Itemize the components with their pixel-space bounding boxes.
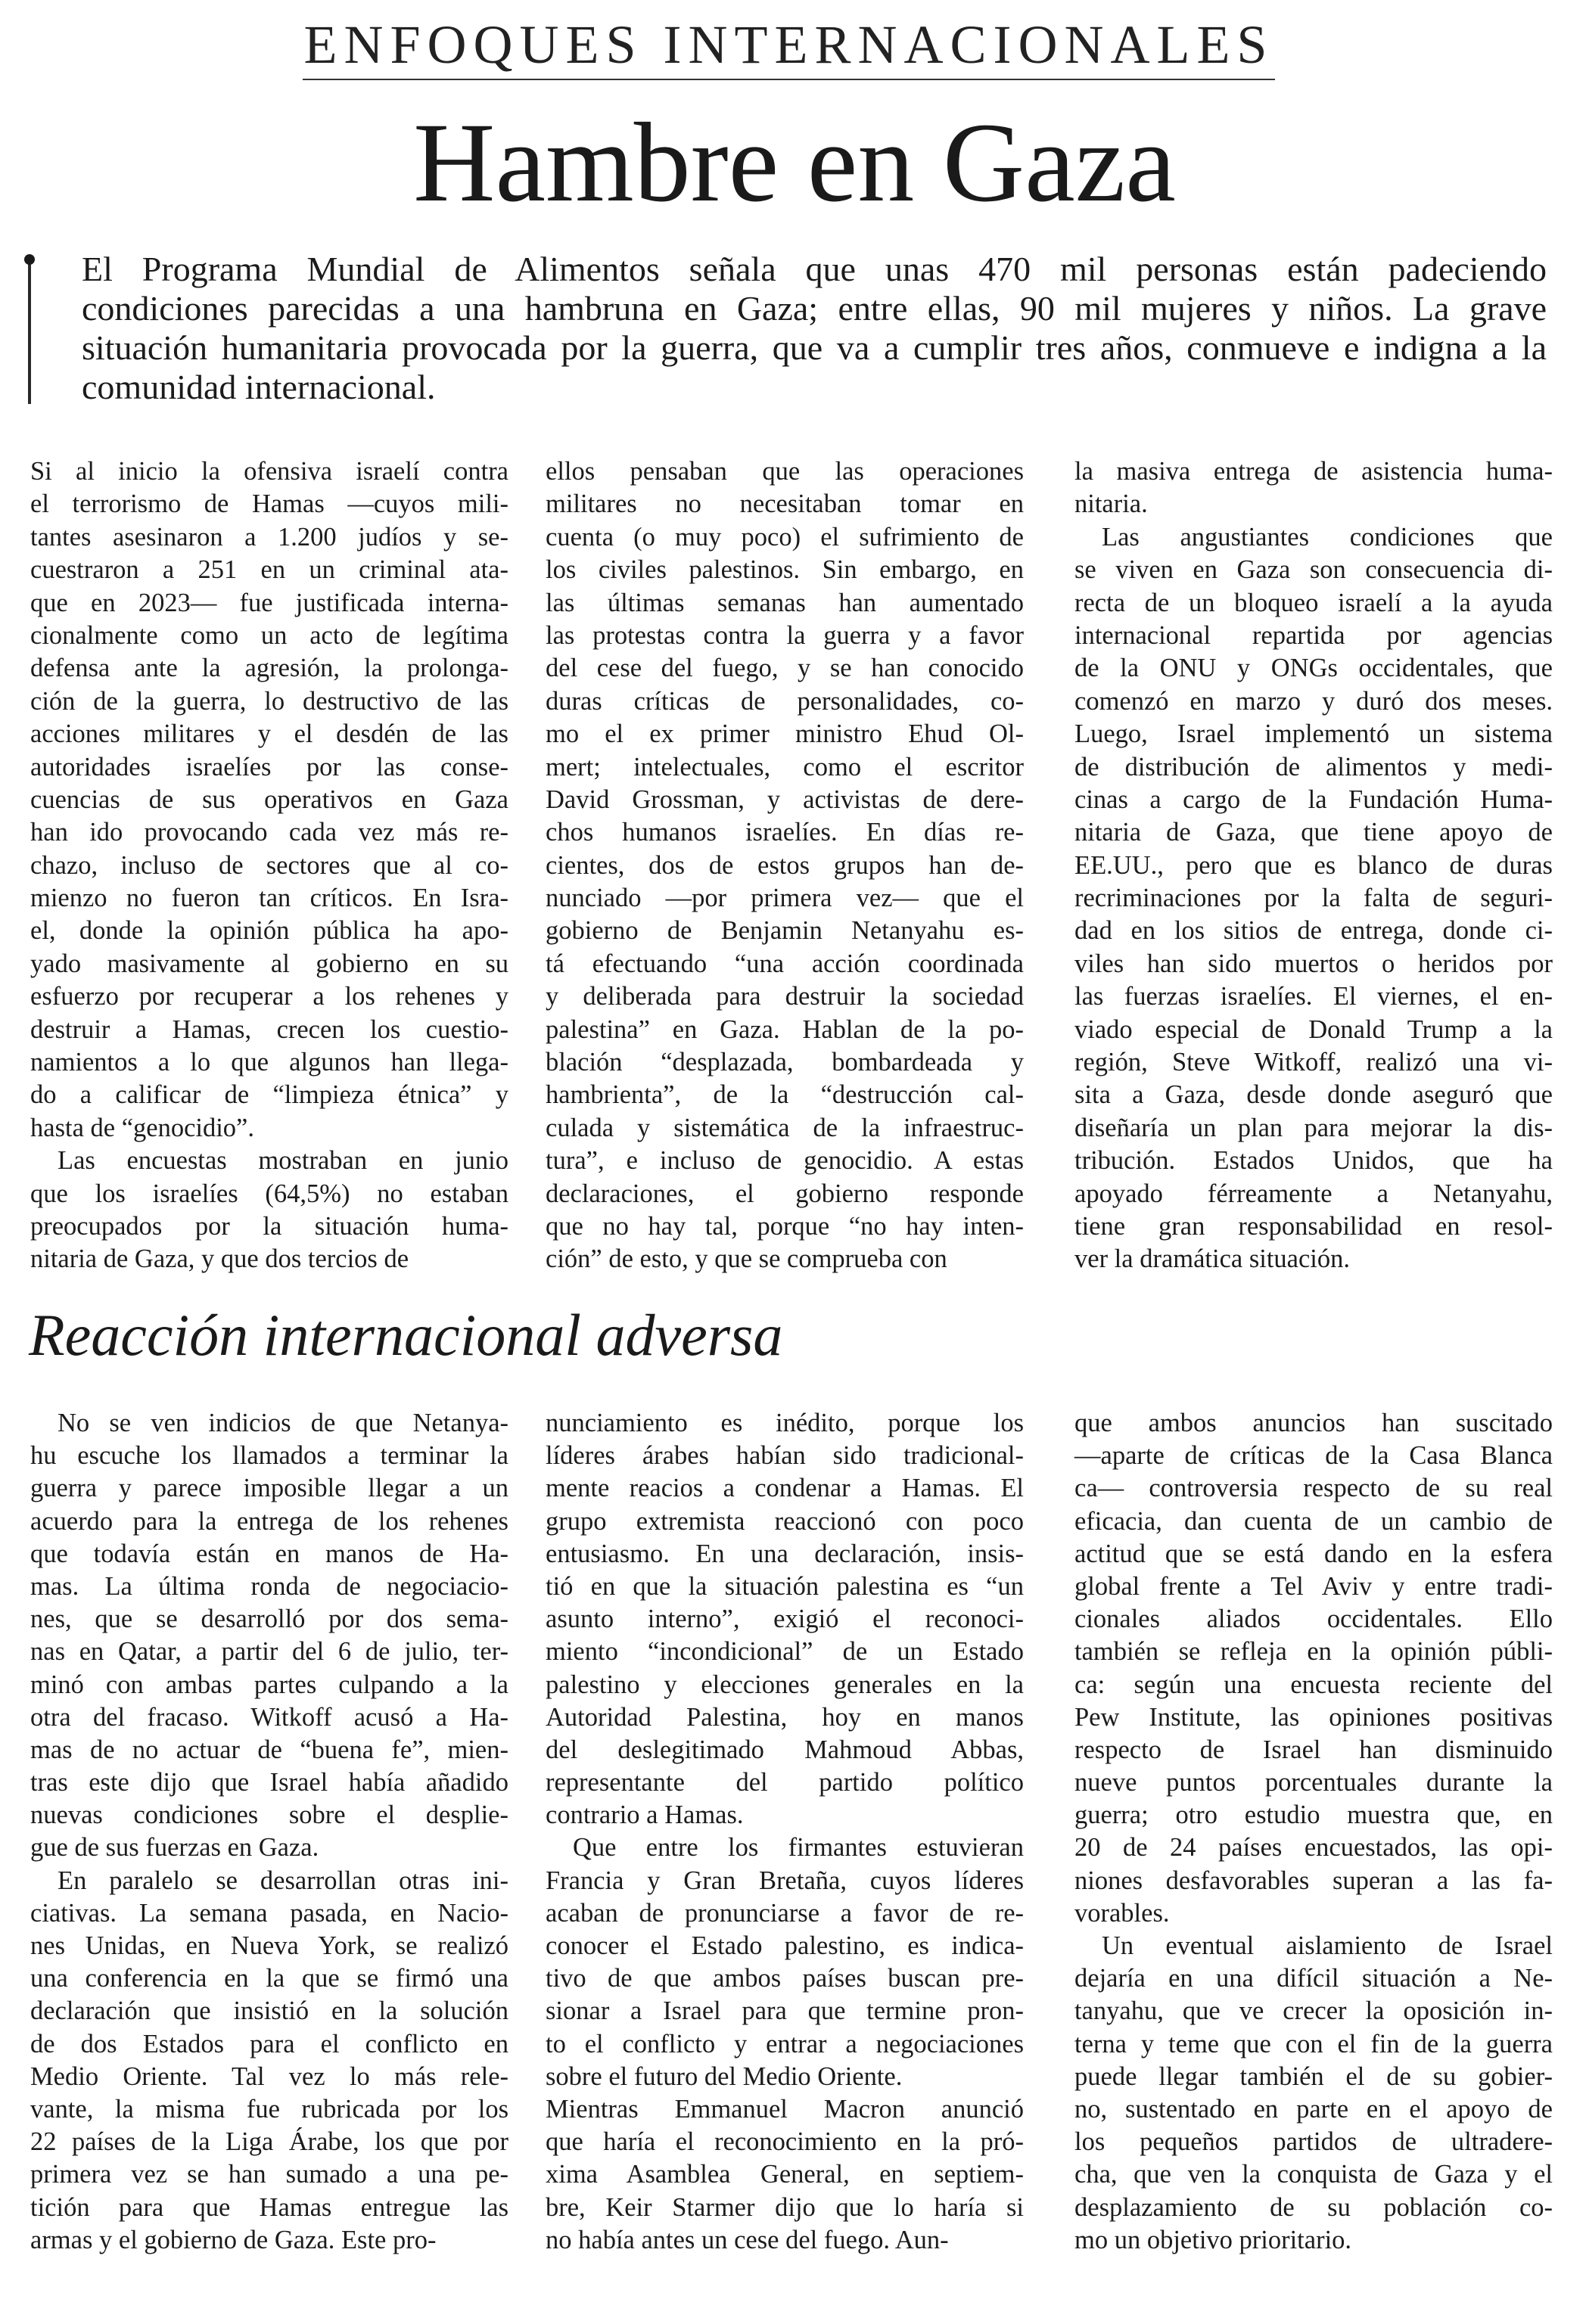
article-line: armas y el gobierno de Gaza. Este pro-	[30, 2225, 437, 2254]
article-line: gobierno de Benjamin Netanyahu es-	[546, 916, 1024, 946]
article-line: En paralelo se desarrollan otras ini-	[58, 1866, 508, 1895]
article-line: acaban de pronunciarse a favor de re-	[546, 1898, 1024, 1928]
article-line: tanyahu, que ve crecer la oposición in-	[1074, 1996, 1553, 2026]
article-line: ción” de esto, y que se comprueba con	[546, 1244, 947, 1274]
article-line: nes Unidas, en Nueva York, se realizó	[30, 1931, 508, 1960]
article-line: dejaría en una difícil situación a Ne-	[1074, 1964, 1553, 1993]
article-line: autoridades israelíes por las conse-	[30, 752, 508, 781]
article-column	[546, 1407, 1024, 2257]
article-line: de dos Estados para el conflicto en	[30, 2029, 508, 2058]
article-line: mert; intelectuales, como el escritor	[546, 752, 1024, 781]
section-rule	[303, 79, 1275, 80]
article-line: tantes asesinaron a 1.200 judíos y se-	[30, 522, 508, 551]
lede-marker-rule	[28, 256, 31, 404]
article-line: apoyado férreamente a Netanyahu,	[1074, 1179, 1553, 1208]
article-line: internacional repartida por agencias	[1074, 620, 1553, 650]
article-line: cionales aliados occidentales. Ello	[1074, 1605, 1553, 1634]
article-line: blación “desplazada, bombardeada y	[546, 1048, 1024, 1077]
article-line: nueve puntos porcentuales durante la	[1074, 1768, 1553, 1797]
article-line: actitud que se está dando en la esfera	[1074, 1539, 1553, 1568]
article-line: comenzó en marzo y duró dos meses.	[1074, 686, 1553, 716]
article-line: cha, que ven la conquista de Gaza y el	[1074, 2160, 1553, 2189]
article-line: nitaria.	[1074, 489, 1148, 519]
article-line: las protestas contra la guerra y a favor	[546, 620, 1024, 650]
article-line: cientes, dos de estos grupos han de-	[546, 850, 1024, 880]
article-line: cuestraron a 251 en un criminal ata-	[30, 555, 508, 585]
article-line: viado especial de Donald Trump a la	[1074, 1014, 1553, 1044]
article-line: grupo extremista reaccionó con poco	[546, 1506, 1024, 1536]
article-line: cuencias de sus operativos en Gaza	[30, 785, 508, 814]
lede-line: El Programa Mundial de Alimentos señala que unas 470 mil personas están padeciendo	[82, 250, 1547, 288]
article-line: que en 2023— fue justificada interna-	[30, 588, 508, 617]
article-line: Las encuestas mostraban en junio	[58, 1146, 508, 1176]
article-line: tivo de que ambos países buscan pre-	[546, 1964, 1024, 1993]
article-line: de la ONU y ONGs occidentales, que	[1074, 654, 1553, 683]
article-line: viles han sido muertos o heridos por	[1074, 949, 1553, 978]
article-line: palestina” en Gaza. Hablan de la po-	[546, 1014, 1024, 1044]
article-line: gue de sus fuerzas en Gaza.	[30, 1833, 319, 1863]
lede-line: comunidad internacional.	[82, 368, 436, 406]
lede-line: condiciones parecidas a una hambruna en Gaza; entre ellas, 90 mil mujeres y niños. La grave	[82, 289, 1547, 328]
article-line: nas en Qatar, a partir del 6 de julio, ter-	[30, 1637, 508, 1667]
article-line: los pequeños partidos de ultradere-	[1074, 2127, 1553, 2157]
article-line: ver la dramática situación.	[1074, 1244, 1351, 1274]
article-line: palestino y elecciones generales en la	[546, 1670, 1024, 1699]
article-line: el, donde la opinión pública ha apo-	[30, 916, 508, 946]
article-line: declaración que insistió en la solución	[30, 1996, 508, 2026]
article-line: Mientras Emmanuel Macron anunció	[546, 2094, 1024, 2124]
article-line: global frente a Tel Aviv y entre tradi-	[1074, 1571, 1553, 1601]
article-line: que los israelíes (64,5%) no estaban	[30, 1179, 508, 1208]
article-line: Las angustiantes condiciones que	[1102, 522, 1553, 551]
article-line: que haría el reconocimiento en la pró-	[546, 2127, 1024, 2157]
article-line: tiene gran responsabilidad en resol-	[1074, 1211, 1553, 1241]
article-line: mente reacios a condenar a Hamas. El	[546, 1474, 1024, 1503]
article-line: eficacia, dan cuenta de un cambio de	[1074, 1506, 1553, 1536]
article-line: sita a Gaza, desde donde aseguró que	[1074, 1080, 1553, 1110]
article-line: de distribución de alimentos y medi-	[1074, 752, 1553, 781]
article-line: mo el ex primer ministro Ehud Ol-	[546, 719, 1024, 749]
article-line: militares no necesitaban tomar en	[546, 489, 1024, 519]
article-line: representante del partido político	[546, 1768, 1024, 1797]
article-line: puede llegar también el de su gobier-	[1074, 2061, 1553, 2091]
article-line: acciones militares y el desdén de las	[30, 719, 508, 749]
article-line: el terrorismo de Hamas —cuyos mili-	[30, 489, 508, 519]
article-line: esfuerzo por recuperar a los rehenes y	[30, 982, 508, 1011]
article-line: 22 países de la Liga Árabe, los que por	[30, 2127, 508, 2157]
article-line: vante, la misma fue rubricada por los	[30, 2094, 508, 2124]
article-line: que no hay tal, porque “no hay inten-	[546, 1211, 1024, 1241]
article-line: declaraciones, el gobierno responde	[546, 1179, 1024, 1208]
article-line: mas de no actuar de “buena fe”, mien-	[30, 1735, 508, 1764]
article-line: las últimas semanas han aumentado	[546, 588, 1024, 617]
article-line: desplazamiento de su población co-	[1074, 2192, 1553, 2222]
article-line: ellos pensaban que las operaciones	[546, 457, 1024, 486]
article-line: hasta de “genocidio”.	[30, 1113, 254, 1142]
article-line: una conferencia en la que se firmó una	[30, 1964, 508, 1993]
article-line: No se ven indicios de que Netanya-	[58, 1409, 508, 1437]
article-line: vorables.	[1074, 1898, 1170, 1928]
article-line: sobre el futuro del Medio Oriente.	[546, 2061, 903, 2091]
article-line: to el conflicto y entrar a negociaciones	[546, 2029, 1024, 2058]
article-line: 20 de 24 países encuestados, las opi-	[1074, 1833, 1553, 1863]
article-line: las fuerzas israelíes. El viernes, el en-	[1074, 982, 1553, 1011]
article-line: tió en que la situación palestina es “un	[546, 1571, 1024, 1601]
article-line: ca: según una encuesta reciente del	[1074, 1670, 1553, 1699]
article-line: yado masivamente al gobierno en su	[30, 949, 508, 978]
article-line: Luego, Israel implementó un sistema	[1074, 719, 1553, 749]
article-line: Pew Institute, las opiniones positivas	[1074, 1702, 1553, 1732]
article-line: nunciado —por primera vez— que el	[546, 884, 1024, 913]
article-line: nitaria de Gaza, y que dos tercios de	[30, 1244, 409, 1274]
article-line: tras este dijo que Israel había añadido	[30, 1768, 508, 1797]
article-line: dad en los sitios de entrega, donde ci-	[1074, 916, 1553, 946]
article-line: bre, Keir Starmer dijo que lo haría si	[546, 2192, 1024, 2222]
article-column	[30, 455, 508, 1276]
article-line: han ido provocando cada vez más re-	[30, 818, 508, 847]
article-line: tá efectuando “una acción coordinada	[546, 949, 1024, 978]
lede-marker-dot	[24, 254, 35, 265]
article-line: hambrienta”, de la “destrucción cal-	[546, 1080, 1024, 1110]
article-line: David Grossman, y activistas de dere-	[546, 785, 1024, 814]
article-line: del cese del fuego, y se han conocido	[546, 654, 1024, 683]
article-line: —aparte de críticas de la Casa Blanca	[1074, 1441, 1553, 1471]
article-line: no había antes un cese del fuego. Aun-	[546, 2225, 949, 2254]
article-line: del deslegitimado Mahmoud Abbas,	[546, 1735, 1024, 1764]
article-line: cionalmente como un acto de legítima	[30, 620, 508, 650]
article-line: hu escuche los llamados a terminar la	[30, 1441, 508, 1471]
article-line: también se refleja en la opinión públi-	[1074, 1637, 1553, 1667]
article-line: duras críticas de personalidades, co-	[546, 686, 1024, 716]
article-line: recriminaciones por la falta de seguri-	[1074, 884, 1553, 913]
article-column	[546, 455, 1024, 1276]
article-line: Que entre los firmantes estuvieran	[573, 1833, 1024, 1863]
article-line: cinas a cargo de la Fundación Huma-	[1074, 785, 1553, 814]
headline: Hambre en Gaza	[413, 100, 1176, 225]
article-line: minó con ambas partes culpando a la	[30, 1670, 508, 1699]
article-line: región, Steve Witkoff, realizó una vi-	[1074, 1048, 1553, 1077]
article-column	[30, 1407, 508, 2257]
article-line: respecto de Israel han disminuido	[1074, 1735, 1553, 1764]
article-line: niones desfavorables superan a las fa-	[1074, 1866, 1553, 1895]
article-line: cuenta (o muy poco) el sufrimiento de	[546, 522, 1024, 551]
article-line: que todavía están en manos de Ha-	[30, 1539, 508, 1568]
article-line: Un eventual aislamiento de Israel	[1102, 1931, 1553, 1960]
article-line: nitaria de Gaza, que tiene apoyo de	[1074, 818, 1553, 847]
article-line: recta de un bloqueo israelí a la ayuda	[1074, 588, 1553, 617]
article-line: xima Asamblea General, en septiem-	[546, 2160, 1024, 2189]
article-line: chazo, incluso de sectores que al co-	[30, 850, 508, 880]
article-line: terna y teme que con el fin de la guerra	[1074, 2029, 1553, 2058]
article-line: miento “incondicional” de un Estado	[546, 1637, 1024, 1667]
article-line: nunciamiento es inédito, porque los	[546, 1409, 1024, 1437]
article-line: contrario a Hamas.	[546, 1800, 744, 1830]
article-line: ciativas. La semana pasada, en Nacio-	[30, 1898, 508, 1928]
article-line: EE.UU., pero que es blanco de duras	[1074, 850, 1553, 880]
article-line: mienzo no fueron tan críticos. En Isra-	[30, 884, 508, 913]
article-line: se viven en Gaza son consecuencia di-	[1074, 555, 1553, 585]
article-line: no, sustentado en parte en el apoyo de	[1074, 2094, 1553, 2124]
article-line: acuerdo para la entrega de los rehenes	[30, 1506, 508, 1536]
article-line: Medio Oriente. Tal vez lo más rele-	[30, 2061, 508, 2091]
article-line: la masiva entrega de asistencia huma-	[1074, 457, 1553, 486]
article-line: namientos a lo que algunos han llega-	[30, 1048, 508, 1077]
article-line: y deliberada para destruir la sociedad	[546, 982, 1024, 1011]
article-line: ca— controversia respecto de su real	[1074, 1474, 1553, 1503]
article-line: entusiasmo. En una declaración, insis-	[546, 1539, 1024, 1568]
article-line: Autoridad Palestina, hoy en manos	[546, 1702, 1024, 1732]
subheading: Reacción internacional adversa	[29, 1302, 783, 1368]
article-line: preocupados por la situación huma-	[30, 1211, 508, 1241]
article-line: defensa ante la agresión, la prolonga-	[30, 654, 508, 683]
article-line: mas. La última ronda de negociacio-	[30, 1571, 508, 1601]
article-line: tribución. Estados Unidos, que ha	[1074, 1146, 1553, 1176]
article-line: nuevas condiciones sobre el desplie-	[30, 1800, 508, 1830]
lede-line: situación humanitaria provocada por la guerra, que va a cumplir tres años, conmueve e indigna a la	[82, 328, 1547, 367]
article-line: que ambos anuncios han suscitado	[1074, 1409, 1553, 1437]
article-column	[1074, 1407, 1553, 2257]
article-line: los civiles palestinos. Sin embargo, en	[546, 555, 1024, 585]
article-line: guerra; otro estudio muestra que, en	[1074, 1800, 1553, 1830]
section-label: ENFOQUES INTERNACIONALES	[303, 14, 1274, 75]
article-line: diseñaría un plan para mejorar la dis-	[1074, 1113, 1553, 1142]
article-line: guerra y parece imposible llegar a un	[30, 1474, 508, 1503]
article-line: culada y sistemática de la infraestruc-	[546, 1113, 1024, 1142]
article-line: primera vez se han sumado a una pe-	[30, 2160, 508, 2189]
article-line: otra del fracaso. Witkoff acusó a Ha-	[30, 1702, 508, 1732]
article-line: do a calificar de “limpieza étnica” y	[30, 1080, 508, 1110]
lede-paragraph	[82, 250, 1547, 407]
article-column	[1074, 455, 1553, 1276]
article-line: conocer el Estado palestino, es indica-	[546, 1931, 1024, 1960]
article-line: líderes árabes habían sido tradicional-	[546, 1441, 1024, 1471]
article-line: Si al inicio la ofensiva israelí contra	[30, 457, 508, 486]
article-line: sionar a Israel para que termine pron-	[546, 1996, 1024, 2026]
article-line: Francia y Gran Bretaña, cuyos líderes	[546, 1866, 1024, 1895]
article-line: tura”, e incluso de genocidio. A estas	[546, 1146, 1024, 1176]
article-line: tición para que Hamas entregue las	[30, 2192, 508, 2222]
article-line: chos humanos israelíes. En días re-	[546, 818, 1024, 847]
article-line: asunto interno”, exigió el reconoci-	[546, 1605, 1024, 1634]
article-line: mo un objetivo prioritario.	[1074, 2225, 1352, 2254]
article-line: nes, que se desarrolló por dos sema-	[30, 1605, 508, 1634]
article-line: destruir a Hamas, crecen los cuestio-	[30, 1014, 508, 1044]
article-line: ción de la guerra, lo destructivo de las	[30, 686, 508, 716]
